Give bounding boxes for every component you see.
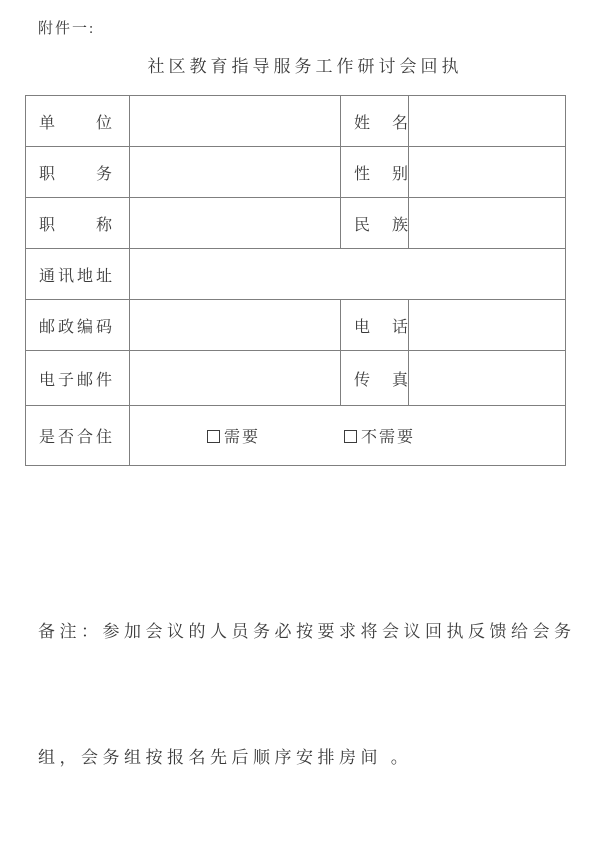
checkbox-need-icon[interactable]	[207, 430, 220, 443]
field-value-room-sharing	[130, 406, 566, 466]
field-label-gender: 性 别	[341, 147, 409, 198]
field-value-postcode[interactable]	[130, 300, 341, 351]
option-need-label: 需要	[224, 429, 261, 446]
field-label-name: 姓 名	[341, 96, 409, 147]
note-text	[38, 527, 583, 863]
option-no-need[interactable]	[344, 424, 415, 447]
field-value-fax[interactable]	[409, 351, 566, 406]
table-row-title-ethnicity	[26, 198, 566, 249]
field-value-ethnicity[interactable]	[409, 198, 566, 249]
field-label-mailing-address: 通讯地址	[26, 249, 130, 300]
field-label-email: 电子邮件	[26, 351, 130, 406]
table-row-postcode-phone	[26, 300, 566, 351]
field-label-professional-title: 职 称	[26, 198, 130, 249]
field-label-postcode: 邮政编码	[26, 300, 130, 351]
option-need[interactable]	[207, 424, 260, 447]
field-value-professional-title[interactable]	[130, 198, 341, 249]
field-value-email[interactable]	[130, 351, 341, 406]
field-label-ethnicity: 民 族	[341, 198, 409, 249]
checkbox-no-need-icon[interactable]	[344, 430, 357, 443]
page-title: 社区教育指导服务工作研讨会回执	[147, 57, 463, 76]
note-line-2: 组，会务组按报名先后顺序安排房间 。	[38, 748, 413, 767]
field-value-name[interactable]	[409, 96, 566, 147]
field-label-position: 职 务	[26, 147, 130, 198]
field-label-fax: 传 真	[341, 351, 409, 406]
field-label-room-sharing: 是否合住	[26, 406, 130, 466]
field-label-phone: 电 话	[341, 300, 409, 351]
attachment-label: 附件一:	[38, 21, 96, 37]
option-no-need-label: 不需要	[361, 429, 416, 446]
field-value-position[interactable]	[130, 147, 341, 198]
table-row-mailing-address	[26, 249, 566, 300]
table-row-unit-name	[26, 96, 566, 147]
table-row-position-gender	[26, 147, 566, 198]
table-row-room-sharing	[26, 406, 566, 466]
table-row-email-fax	[26, 351, 566, 406]
field-value-phone[interactable]	[409, 300, 566, 351]
field-value-unit[interactable]	[130, 96, 341, 147]
field-value-mailing-address[interactable]	[130, 249, 566, 300]
note-line-1: 备注：参加会议的人员务必按要求将会议回执反馈给会务	[38, 622, 576, 641]
reply-form-table	[25, 95, 566, 466]
field-value-gender[interactable]	[409, 147, 566, 198]
field-label-unit: 单 位	[26, 96, 130, 147]
